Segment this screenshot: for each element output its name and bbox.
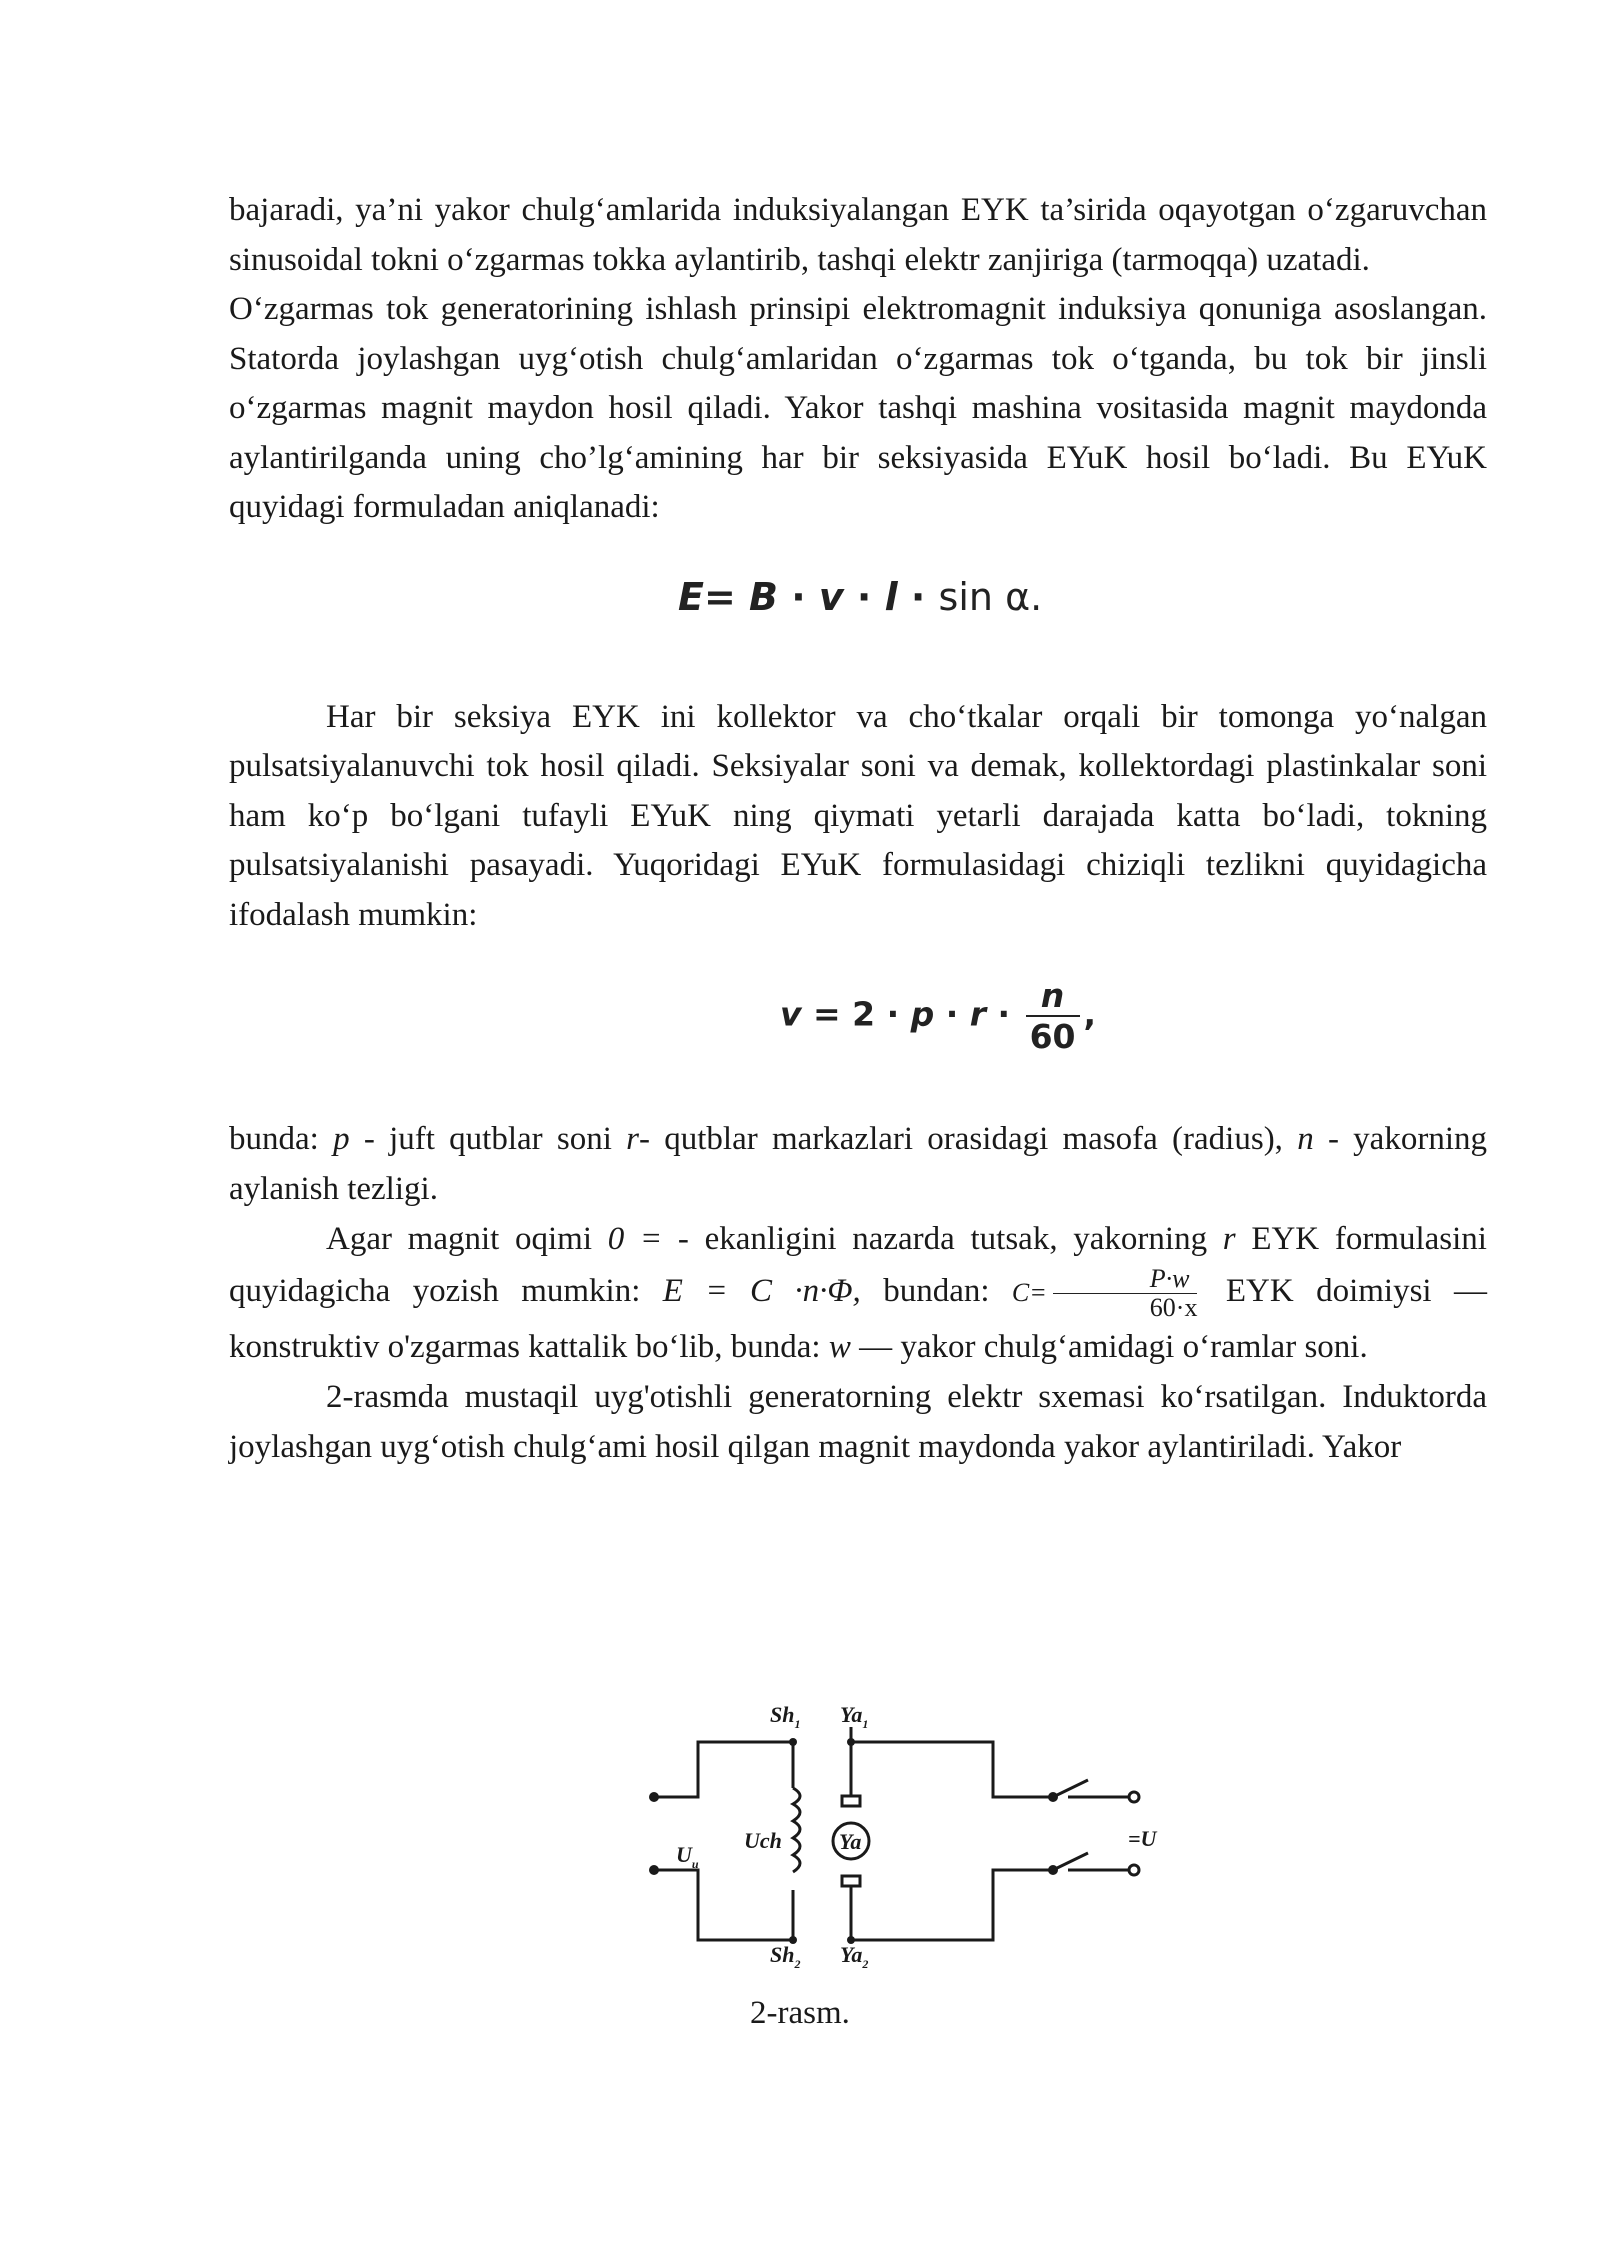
formula-comma: , xyxy=(1083,994,1097,1034)
switch-pivot xyxy=(1048,1792,1058,1802)
formula-dot: · xyxy=(934,994,970,1034)
label-uu: U xyxy=(676,1842,692,1867)
formula-p: p xyxy=(910,994,935,1034)
label-ya1: Ya xyxy=(840,1702,863,1727)
paragraph-6: 2-rasmda mustaqil uyg'otishli generatorning elektr sxemasi ko‘rsatilgan. Induktorda joylashgan uyg‘otish chulg‘ami hosil qilgan magnit maydonda yakor aylantiriladi. Yakor xyxy=(229,1379,1487,1465)
output-terminal xyxy=(1129,1865,1139,1875)
fraction-numerator: n xyxy=(1040,976,1065,1015)
formula-dot: · xyxy=(986,994,1022,1034)
formula-dot: · xyxy=(778,574,819,619)
label-sh1: Sh xyxy=(770,1702,795,1727)
switch-pivot xyxy=(1048,1865,1058,1875)
label-sh2-sub: 2 xyxy=(794,1957,801,1970)
formula-e: E xyxy=(678,574,704,619)
text-run: - yakorning aylanish tezligi. xyxy=(229,1121,1487,1207)
var-n: n xyxy=(1297,1121,1314,1157)
generator-circuit-diagram xyxy=(640,1700,1180,1970)
fraction-denominator: 60 xyxy=(1029,1017,1076,1056)
paragraph-2: O‘zgarmas tok generatorining ishlash prinsipi elektromagnit induksiya qonuniga asoslangan. Statorda joylashgan uyg‘otish chulg‘amlaridan o‘zgarmas tok o‘tganda, bu tok bir jinsli o‘zgarmas magnit maydon hosil qiladi. Yakor tashqi mashina vositasida magnit maydonda aylantirilganda uning cho’lg‘amining har bir seksiyasida EYuK hosil bo‘ladi. Bu EYuK quyidagi formuladan aniqlanadi: xyxy=(229,291,1487,525)
formula-emf xyxy=(229,533,1487,693)
var-r: r xyxy=(626,1121,639,1157)
text-run: — yakor chulg‘amidagi o‘ramlar soni. xyxy=(850,1329,1368,1365)
formula-v-lhs: v xyxy=(780,994,802,1034)
inline-fraction-numerator: P·w xyxy=(1053,1265,1198,1294)
inline-fraction xyxy=(1053,1265,1198,1322)
label-output-u: =U xyxy=(1128,1826,1157,1851)
junction-dot xyxy=(789,1738,797,1746)
text-run: - qutblar markazlari orasidagi masofa (radius), xyxy=(639,1121,1298,1157)
var-w: w xyxy=(828,1329,851,1365)
svg-text:Ya2 xyxy=(840,1942,868,1970)
svg-text:Sh1 xyxy=(770,1702,800,1731)
label-ya: Ya xyxy=(839,1829,862,1854)
formula-r: r xyxy=(969,994,987,1034)
formula-eq: = xyxy=(703,574,750,619)
label-uch: Uch xyxy=(744,1828,782,1853)
text-run: - juft qutblar soni xyxy=(349,1121,627,1157)
formula-l: l xyxy=(884,574,898,619)
label-sh2: Sh xyxy=(770,1942,795,1967)
label-ya2-sub: 2 xyxy=(862,1957,869,1970)
formula-eq2: = 2 · xyxy=(801,994,911,1034)
formula-sin: sin α. xyxy=(938,574,1043,619)
formula-velocity xyxy=(229,940,1487,1115)
text-run: ekanligini nazarda tutsak, yakorning xyxy=(688,1221,1223,1257)
text-run: EYK formulasini quyidagicha yozish mumkin: xyxy=(229,1221,1487,1310)
output-terminal xyxy=(1129,1792,1139,1802)
junction-dot xyxy=(847,1738,855,1746)
paragraph-5 xyxy=(229,1214,1487,1373)
formula-v: v xyxy=(818,574,844,619)
label-sh1-sub: 1 xyxy=(794,1717,801,1731)
formula-dot: · xyxy=(897,574,939,619)
label-ya1-sub: 1 xyxy=(862,1717,869,1731)
text-run: Agar magnit oqimi xyxy=(326,1221,608,1257)
terminal-dot xyxy=(649,1865,659,1875)
svg-text:Sh2 xyxy=(770,1942,800,1970)
formula-inline-emf: E = C ·n·Φ, xyxy=(662,1273,861,1310)
formula-b: B xyxy=(749,574,779,619)
text-run: EYK doimiysi — konstruktiv o'zgarmas kattalik bo‘lib, bunda: xyxy=(229,1273,1487,1365)
var-p: p xyxy=(333,1121,350,1157)
inline-fraction-denominator: 60·x xyxy=(1149,1293,1198,1322)
svg-text:Ya1 xyxy=(840,1702,868,1731)
formula-fraction xyxy=(1026,976,1080,1056)
page-body xyxy=(229,186,1487,1472)
inline-c: C= xyxy=(1011,1278,1047,1308)
formula-dot: · xyxy=(843,574,885,619)
var-r: r xyxy=(1222,1221,1236,1257)
label-ya2: Ya xyxy=(840,1942,863,1967)
var-flux: 0 = - xyxy=(607,1221,689,1257)
label-uu-sub: u xyxy=(691,1857,699,1871)
paragraph-1: bajaradi, ya’ni yakor chulg‘amlarida induksiyalangan EYK ta’sirida oqayotgan o‘zgaruvchan sinusoidal tokni o‘zgarmas tokka aylantirib, tashqi elektr zanjiriga (tarmoqqa) uzatadi. xyxy=(229,192,1487,278)
paragraph-4 xyxy=(229,1115,1487,1214)
figure-caption: 2-rasm. xyxy=(750,1995,850,2031)
text-run: bunda: xyxy=(229,1121,334,1157)
svg-text:Uu xyxy=(676,1842,699,1871)
text-run: bundan: xyxy=(860,1273,1012,1310)
paragraph-3: Har bir seksiya EYK ini kollektor va cho‘tkalar orqali bir tomonga yo‘nalgan pulsatsiyalanuvchi tok hosil qiladi. Seksiyalar soni va demak, kollektordagi plastinkalar soni ham ko‘p bo‘lgani tufayli EYuK ning qiymati yetarli darajada katta bo‘ladi, tokning pulsatsiyalanishi pasayadi. Yuqoridagi EYuK formulasidagi chiziqli tezlikni quyidagicha ifodalash mumkin: xyxy=(229,698,1487,933)
terminal-dot xyxy=(649,1792,659,1802)
